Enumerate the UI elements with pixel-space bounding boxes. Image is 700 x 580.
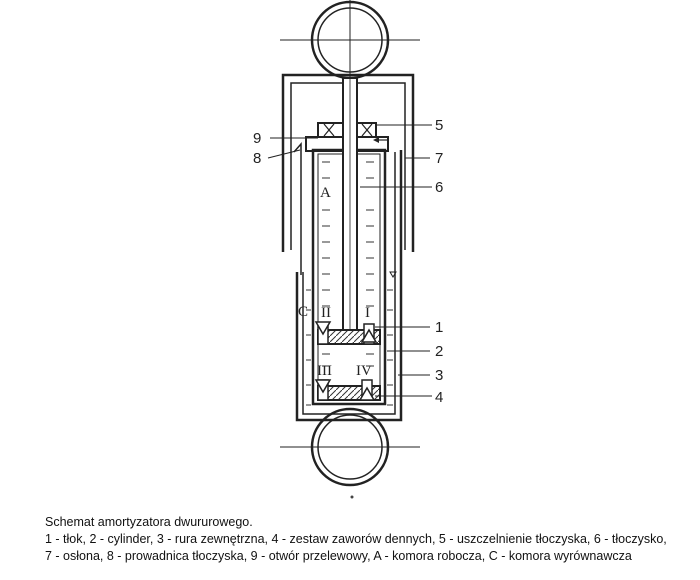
chamber-label-II: II — [321, 305, 331, 321]
part-number-6: 6 — [435, 179, 444, 196]
part-number-9: 9 — [253, 130, 262, 147]
part-number-8: 8 — [253, 150, 262, 167]
base-valve — [316, 380, 380, 400]
speck — [351, 496, 354, 499]
diagram-caption — [45, 514, 695, 565]
chamber-label-IV: IV — [356, 363, 372, 379]
part-number-1: 1 — [435, 319, 444, 336]
top-mounting-eye — [280, 0, 420, 80]
part-number-4: 4 — [435, 389, 444, 406]
chamber-label-A: A — [320, 185, 331, 201]
part-number-7: 7 — [435, 150, 444, 167]
chamber-label-III: III — [317, 363, 332, 379]
piston-rod — [343, 78, 357, 330]
chamber-label-C: C — [298, 304, 309, 320]
part-number-5: 5 — [435, 117, 444, 134]
chamber-label-I: I — [365, 305, 370, 321]
part-number-3: 3 — [435, 367, 444, 384]
caption-title: Schemat amortyzatora dwururowego. — [45, 515, 253, 529]
part-number-2: 2 — [435, 343, 444, 360]
caption-legend-line-1: 1 - tłok, 2 - cylinder, 3 - rura zewnętrzna, 4 - zestaw zaworów dennych, 5 - uszczelnienie tłoczyska, 6 - tłoczysko, — [45, 532, 667, 546]
caption-legend-line-2: 7 - osłona, 8 - prowadnica tłoczyska, 9 - otwór przelewowy, A - komora robocza, C - komora wyrównawcza — [45, 549, 632, 563]
